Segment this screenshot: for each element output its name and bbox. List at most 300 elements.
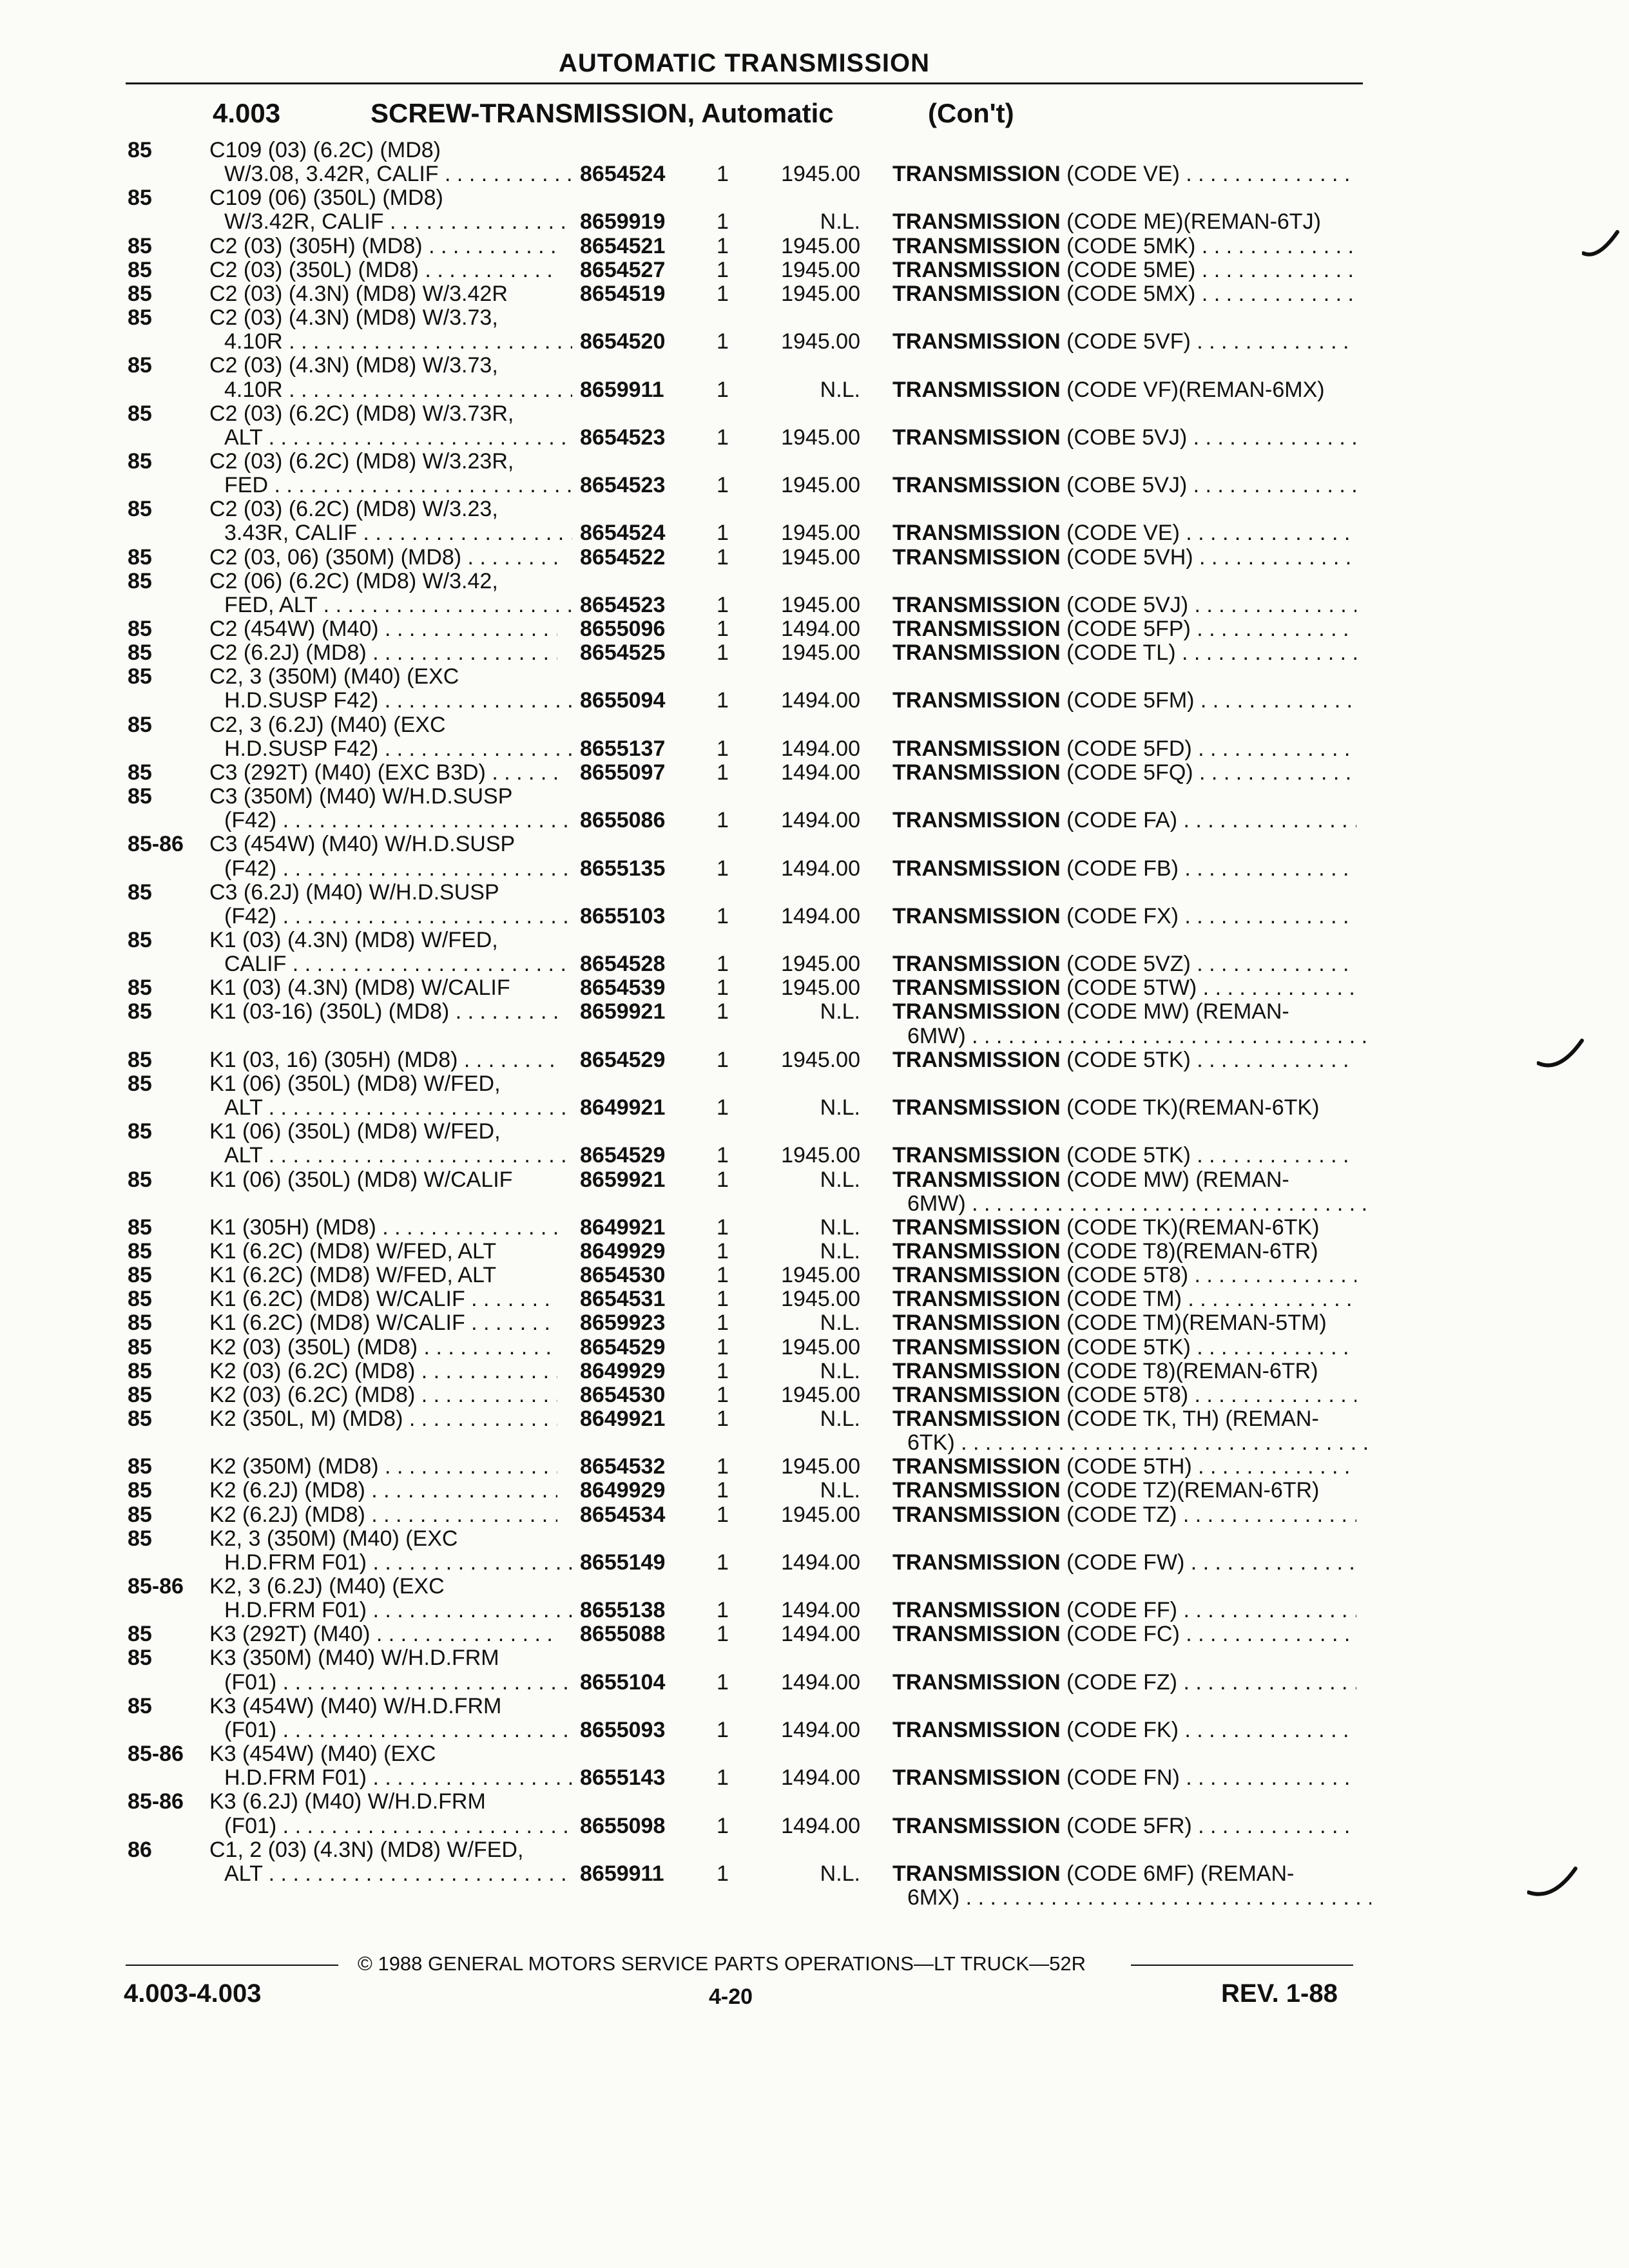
quantity: 1 [717, 1717, 729, 1742]
price: N.L. [820, 1238, 860, 1264]
part-code: (CODE 5FD) [1066, 736, 1192, 761]
quantity: 1 [717, 640, 729, 666]
table-row [0, 570, 1629, 593]
application-description: K1 (6.2C) (MD8) W/CALIF . . . [209, 1287, 557, 1311]
model-year: 85 [128, 975, 152, 1001]
part-number: 8654520 [580, 329, 666, 354]
part-number: 8654521 [580, 233, 666, 258]
part-name [892, 1503, 1356, 1527]
part-number: 8659911 [580, 377, 664, 402]
application-description: K2 (03) (6.2C) (MD8) . . . [209, 1383, 557, 1407]
application-description: C2 (03) (350L) (MD8) . . . [209, 258, 557, 282]
application-description: H.D.FRM F01) . . . [224, 1599, 572, 1622]
application-description: (F42) . . . [224, 905, 572, 928]
part-number: 8654529 [580, 1334, 666, 1360]
application-description: K2, 3 (350M) (M40) (EXC [209, 1526, 458, 1551]
price: 1494.00 [781, 617, 860, 641]
part-name [892, 330, 1356, 354]
model-year: 85 [128, 1622, 152, 1647]
model-year: 85-86 [128, 1742, 184, 1766]
quantity: 1 [717, 617, 729, 641]
quantity: 1 [717, 1813, 729, 1838]
application-description: ALT . . . [224, 1096, 572, 1120]
part-number: 8659921 [580, 999, 666, 1024]
part-name-main: TRANSMISSION [892, 210, 1061, 235]
application-description: FED, ALT . . . [224, 593, 572, 617]
part-name-main: TRANSMISSION [892, 258, 1061, 282]
quantity: 1 [717, 1334, 729, 1360]
table-row [0, 641, 1629, 665]
quantity: 1 [717, 760, 729, 785]
part-name-continued: 6TK) . . . [907, 1431, 1371, 1455]
price: 1494.00 [781, 808, 860, 833]
part-code: (CODE ME)(REMAN-6TJ) [1066, 210, 1321, 235]
part-name-main: TRANSMISSION [892, 856, 1061, 881]
price: 1945.00 [781, 1263, 860, 1287]
table-row [0, 1024, 1629, 1048]
part-number: 8659919 [580, 209, 666, 235]
application-description: K1 (305H) (MD8) . . . [209, 1216, 557, 1240]
table-row [0, 1240, 1629, 1264]
quantity: 1 [717, 1406, 729, 1431]
application-description: H.D.FRM F01) . . . [224, 1551, 572, 1575]
table-row [0, 497, 1629, 521]
part-name-main: TRANSMISSION [892, 593, 1061, 617]
part-name-main: TRANSMISSION [892, 1264, 1061, 1287]
price: 1945.00 [781, 544, 860, 570]
part-code: (CODE 5MK) [1066, 234, 1196, 258]
part-number: 8649929 [580, 1358, 666, 1383]
part-name-main: TRANSMISSION [892, 1599, 1061, 1623]
part-name [892, 1336, 1356, 1360]
price: 1945.00 [781, 473, 860, 498]
section-continued: (Con't) [928, 98, 1014, 128]
part-name-main: TRANSMISSION [892, 1503, 1061, 1527]
application-description: K3 (350M) (M40) W/H.D.FRM [209, 1646, 499, 1671]
part-name-main: TRANSMISSION [892, 1479, 1061, 1503]
application-description: 4.10R . . . [224, 330, 572, 354]
model-year: 85 [128, 1358, 152, 1383]
application-description: H.D.SUSP F42) . . . [224, 689, 572, 713]
part-number: 8649921 [580, 1215, 666, 1240]
part-code: (CODE T8)(REMAN-6TR) [1066, 1239, 1318, 1264]
table-row [0, 1766, 1629, 1790]
price: 1945.00 [781, 640, 860, 666]
quantity: 1 [717, 1167, 729, 1192]
quantity: 1 [717, 544, 729, 570]
price: 1494.00 [781, 760, 860, 785]
part-number: 8649921 [580, 1095, 666, 1120]
model-year: 85 [128, 928, 152, 952]
part-code: (CODE 5FP) [1066, 617, 1191, 641]
page-header: AUTOMATIC TRANSMISSION [558, 49, 930, 77]
part-code: (CODE 5ME) [1066, 258, 1196, 282]
part-name [892, 1144, 1356, 1168]
part-name-main: TRANSMISSION [892, 162, 1061, 187]
price: 1945.00 [781, 952, 860, 977]
part-code: (CODE 5FR) [1066, 1814, 1192, 1838]
model-year: 85 [128, 1287, 152, 1312]
part-name-continued: 6MW) . . . [907, 1024, 1371, 1048]
part-code: (CODE TK, TH) (REMAN- [1066, 1407, 1319, 1431]
part-code: (CODE 5TK) [1066, 1144, 1191, 1168]
price: 1494.00 [781, 856, 860, 881]
part-name [892, 378, 1356, 402]
part-name-main: TRANSMISSION [892, 1455, 1061, 1479]
model-year: 85 [128, 1167, 152, 1192]
application-description: C1, 2 (03) (4.3N) (MD8) W/FED, [209, 1837, 524, 1862]
part-code: (CODE FK) [1066, 1718, 1179, 1742]
part-name [892, 474, 1356, 497]
part-code: (CODE 5TK) [1066, 1335, 1191, 1360]
application-description: 3.43R, CALIF . . . [224, 521, 572, 545]
quantity: 1 [717, 1238, 729, 1264]
application-description: K1 (03) (4.3N) (MD8) W/FED, [209, 928, 498, 952]
footer-rule-left [126, 1965, 338, 1966]
part-name-main: TRANSMISSION [892, 1096, 1061, 1120]
part-number: 8655138 [580, 1598, 666, 1623]
quantity: 1 [717, 329, 729, 354]
model-year: 85 [128, 640, 152, 666]
table-row [0, 713, 1629, 737]
part-number: 8654522 [580, 544, 666, 570]
part-name-main: TRANSMISSION [892, 809, 1061, 833]
part-name [892, 1766, 1356, 1790]
part-name [892, 857, 1356, 881]
part-name [892, 976, 1356, 1000]
part-name-main: TRANSMISSION [892, 1359, 1061, 1383]
price: N.L. [820, 1215, 860, 1240]
table-row [0, 1072, 1629, 1096]
model-year: 85 [128, 1478, 152, 1503]
model-year: 85 [128, 257, 152, 282]
part-name-main: TRANSMISSION [892, 1550, 1061, 1575]
price: 1945.00 [781, 1334, 860, 1360]
application-description: (F42) . . . [224, 857, 572, 881]
part-name [892, 426, 1356, 450]
application-description: C3 (292T) (M40) (EXC B3D) . . . [209, 761, 557, 785]
price: 1945.00 [781, 521, 860, 546]
model-year: 85 [128, 664, 152, 689]
quantity: 1 [717, 1358, 729, 1383]
part-name-main: TRANSMISSION [892, 641, 1061, 666]
application-description: K1 (03, 16) (305H) (MD8) . . . [209, 1048, 557, 1072]
quantity: 1 [717, 1598, 729, 1623]
quantity: 1 [717, 808, 729, 833]
table-row [0, 354, 1629, 378]
quantity: 1 [717, 688, 729, 713]
table-row [0, 976, 1629, 1000]
part-number: 8654534 [580, 1502, 666, 1527]
application-description: C2 (03) (6.2C) (MD8) W/3.23, [209, 497, 498, 522]
part-name [892, 1599, 1356, 1622]
part-name [892, 1360, 1356, 1383]
table-row [0, 426, 1629, 450]
price: 1494.00 [781, 903, 860, 928]
part-name-main: TRANSMISSION [892, 1814, 1061, 1838]
part-name [892, 737, 1356, 761]
application-description: K1 (6.2C) (MD8) W/FED, ALT [209, 1263, 497, 1287]
price: 1945.00 [781, 329, 860, 354]
price: 1945.00 [781, 1143, 860, 1168]
model-year: 85 [128, 1693, 152, 1718]
table-row [0, 928, 1629, 952]
application-description: K3 (454W) (M40) (EXC [209, 1742, 436, 1766]
part-number: 8655149 [580, 1550, 666, 1575]
price: N.L. [820, 999, 860, 1024]
quantity: 1 [717, 1550, 729, 1575]
part-number: 8654523 [580, 473, 666, 498]
quantity: 1 [717, 521, 729, 546]
table-row [0, 258, 1629, 282]
table-row [0, 378, 1629, 402]
table-row [0, 546, 1629, 570]
part-name [892, 1311, 1356, 1335]
model-year: 85 [128, 712, 152, 737]
price: 1945.00 [781, 975, 860, 1001]
table-row [0, 737, 1629, 761]
part-name-main: TRANSMISSION [892, 1000, 1061, 1024]
model-year: 85 [128, 138, 152, 162]
part-code: (CODE 5VJ) [1066, 593, 1189, 617]
price: N.L. [820, 1478, 860, 1503]
part-number: 8655104 [580, 1669, 666, 1695]
part-name-main: TRANSMISSION [892, 1622, 1061, 1647]
model-year: 85 [128, 879, 152, 905]
application-description: C3 (6.2J) (M40) W/H.D.SUSP [209, 879, 499, 905]
price: 1494.00 [781, 1550, 860, 1575]
part-name [892, 546, 1356, 570]
table-row [0, 1479, 1629, 1503]
part-code: (CODE 5TW) [1066, 976, 1197, 1001]
application-description: K1 (06) (350L) (MD8) W/FED, [209, 1071, 501, 1096]
quantity: 1 [717, 592, 729, 617]
part-code: (CODE FX) [1066, 904, 1179, 928]
part-number: 8655093 [580, 1717, 666, 1742]
application-description: C2 (03) (6.2C) (MD8) W/3.73R, [209, 401, 514, 426]
application-description: CALIF . . . [224, 952, 572, 976]
application-description: (F42) . . . [224, 809, 572, 832]
quantity: 1 [717, 1669, 729, 1695]
part-name-main: TRANSMISSION [892, 1335, 1061, 1360]
table-row [0, 1264, 1629, 1287]
part-code: (CODE TM)(REMAN-5TM) [1066, 1311, 1327, 1336]
price: N.L. [820, 377, 860, 402]
part-number: 8655096 [580, 617, 666, 641]
part-number: 8655135 [580, 856, 666, 881]
part-number: 8654523 [580, 425, 666, 450]
application-description: C2 (03) (4.3N) (MD8) W/3.42R [209, 281, 508, 306]
part-name [892, 1862, 1356, 1886]
application-description: ALT . . . [224, 1862, 572, 1886]
model-year: 85 [128, 999, 152, 1024]
application-description: K1 (06) (350L) (MD8) W/FED, [209, 1119, 501, 1144]
part-code: (CODE FZ) [1066, 1670, 1177, 1695]
model-year: 85 [128, 401, 152, 426]
part-name-main: TRANSMISSION [892, 378, 1061, 402]
part-number: 8659911 [580, 1861, 664, 1886]
part-name-main: TRANSMISSION [892, 545, 1061, 570]
quantity: 1 [717, 281, 729, 306]
part-name [892, 809, 1356, 832]
table-row [0, 593, 1629, 617]
model-year: 85 [128, 1382, 152, 1407]
quantity: 1 [717, 1765, 729, 1791]
price: N.L. [820, 1167, 860, 1192]
part-number: 8654525 [580, 640, 666, 666]
part-number: 8654527 [580, 257, 666, 282]
part-code: (CODE FW) [1066, 1550, 1185, 1575]
part-name [892, 282, 1356, 306]
model-year: 85 [128, 497, 152, 522]
part-number: 8655086 [580, 808, 666, 833]
model-year: 85-86 [128, 1789, 184, 1814]
part-name [892, 235, 1356, 258]
part-code: (CODE TM) [1066, 1287, 1182, 1312]
header-rule [126, 82, 1363, 84]
part-number: 8655094 [580, 688, 666, 713]
quantity: 1 [717, 377, 729, 402]
part-name [892, 617, 1356, 641]
table-row [0, 474, 1629, 497]
table-row [0, 235, 1629, 258]
part-name-main: TRANSMISSION [892, 521, 1061, 546]
part-name [892, 1048, 1356, 1072]
application-description: K1 (6.2C) (MD8) W/FED, ALT [209, 1238, 497, 1264]
table-row [0, 1551, 1629, 1575]
application-description: C2, 3 (6.2J) (M40) (EXC [209, 712, 446, 737]
part-name-main: TRANSMISSION [892, 952, 1061, 977]
model-year: 85 [128, 1502, 152, 1527]
price: 1945.00 [781, 592, 860, 617]
model-year: 85 [128, 568, 152, 593]
part-number: 8655097 [580, 760, 666, 785]
quantity: 1 [717, 736, 729, 761]
part-name-main: TRANSMISSION [892, 234, 1061, 258]
part-name-continued: 6MW) . . . [907, 1192, 1371, 1216]
price: 1494.00 [781, 688, 860, 713]
part-code: (CODE FA) [1066, 809, 1178, 833]
table-row [0, 1431, 1629, 1455]
part-number: 8654530 [580, 1263, 666, 1287]
quantity: 1 [717, 162, 729, 187]
quantity: 1 [717, 209, 729, 235]
part-code: (CODE MW) (REMAN- [1066, 1000, 1289, 1024]
price: 1945.00 [781, 257, 860, 282]
application-description: C2 (03) (6.2C) (MD8) W/3.23R, [209, 449, 514, 474]
table-row [0, 450, 1629, 474]
part-code: (CODE 5TK) [1066, 1048, 1191, 1072]
part-name-main: TRANSMISSION [892, 1383, 1061, 1407]
part-number: 8649921 [580, 1406, 666, 1431]
part-name-main: TRANSMISSION [892, 1670, 1061, 1695]
quantity: 1 [717, 856, 729, 881]
footer-page-number: 4-20 [709, 1984, 753, 2009]
part-name [892, 1383, 1356, 1407]
model-year: 85 [128, 760, 152, 785]
price: 1494.00 [781, 1765, 860, 1791]
part-code: (CODE TL) [1066, 641, 1176, 666]
part-code: (CODE TZ)(REMAN-6TR) [1066, 1479, 1320, 1503]
price: N.L. [820, 1406, 860, 1431]
application-description: C109 (03) (6.2C) (MD8) [209, 138, 441, 162]
table-row [0, 1360, 1629, 1383]
part-name [892, 1000, 1356, 1024]
table-row [0, 1503, 1629, 1527]
table-row [0, 1886, 1629, 1910]
model-year: 85 [128, 617, 152, 641]
quantity: 1 [717, 903, 729, 928]
model-year: 85 [128, 1215, 152, 1240]
part-number: 8655098 [580, 1813, 666, 1838]
model-year: 85 [128, 1334, 152, 1360]
part-code: (CODE MW) (REMAN- [1066, 1168, 1289, 1192]
part-name-main: TRANSMISSION [892, 760, 1061, 785]
part-number: 8654530 [580, 1382, 666, 1407]
application-description: K1 (6.2C) (MD8) W/CALIF . . . [209, 1311, 557, 1335]
part-code: (CODE 5VH) [1066, 545, 1193, 570]
table-row [0, 282, 1629, 306]
part-code: (CODE VE) [1066, 521, 1180, 546]
check-mark-icon [1582, 229, 1621, 261]
quantity: 1 [717, 473, 729, 498]
part-name [892, 1622, 1356, 1646]
application-description: K2 (6.2J) (MD8) . . . [209, 1479, 557, 1503]
check-mark-icon [1537, 1037, 1585, 1073]
part-name [892, 1240, 1356, 1264]
part-name-main: TRANSMISSION [892, 976, 1061, 1001]
table-row [0, 1407, 1629, 1431]
price: N.L. [820, 209, 860, 235]
table-row [0, 1311, 1629, 1335]
part-number: 8654532 [580, 1454, 666, 1479]
table-row [0, 809, 1629, 832]
part-name-main: TRANSMISSION [892, 736, 1061, 761]
part-name-main: TRANSMISSION [892, 282, 1061, 306]
application-description: C2 (03, 06) (350M) (MD8) . . . [209, 546, 557, 570]
model-year: 85 [128, 1119, 152, 1144]
model-year: 85 [128, 186, 152, 211]
application-description: C2 (6.2J) (MD8) . . . [209, 641, 557, 665]
part-name [892, 210, 1356, 234]
application-description: H.D.FRM F01) . . . [224, 1766, 572, 1790]
footer-copyright: © 1988 GENERAL MOTORS SERVICE PARTS OPERATIONS—LT TRUCK—52R [358, 1952, 1086, 1975]
application-description: K2 (6.2J) (MD8) . . . [209, 1503, 557, 1527]
part-number: 8654524 [580, 162, 666, 187]
part-name-main: TRANSMISSION [892, 617, 1061, 641]
table-row [0, 1718, 1629, 1742]
application-description: K2 (350M) (MD8) . . . [209, 1455, 557, 1479]
part-name-main: TRANSMISSION [892, 474, 1061, 498]
part-code: (CODE FB) [1066, 856, 1179, 881]
part-name-main: TRANSMISSION [892, 330, 1061, 354]
quantity: 1 [717, 1382, 729, 1407]
part-number: 8659921 [580, 1167, 666, 1192]
part-number: 8654539 [580, 975, 666, 1001]
part-name [892, 1814, 1356, 1838]
application-description: C2, 3 (350M) (M40) (EXC [209, 664, 459, 689]
table-row [0, 1742, 1629, 1766]
part-name [892, 1718, 1356, 1742]
quantity: 1 [717, 1263, 729, 1287]
part-code: (COBE 5VJ) [1066, 425, 1188, 450]
table-row [0, 761, 1629, 785]
part-name [892, 1671, 1356, 1695]
table-row [0, 1216, 1629, 1240]
model-year: 85 [128, 233, 152, 258]
part-name-main: TRANSMISSION [892, 1287, 1061, 1312]
application-description: C2 (06) (6.2C) (MD8) W/3.42, [209, 568, 498, 593]
